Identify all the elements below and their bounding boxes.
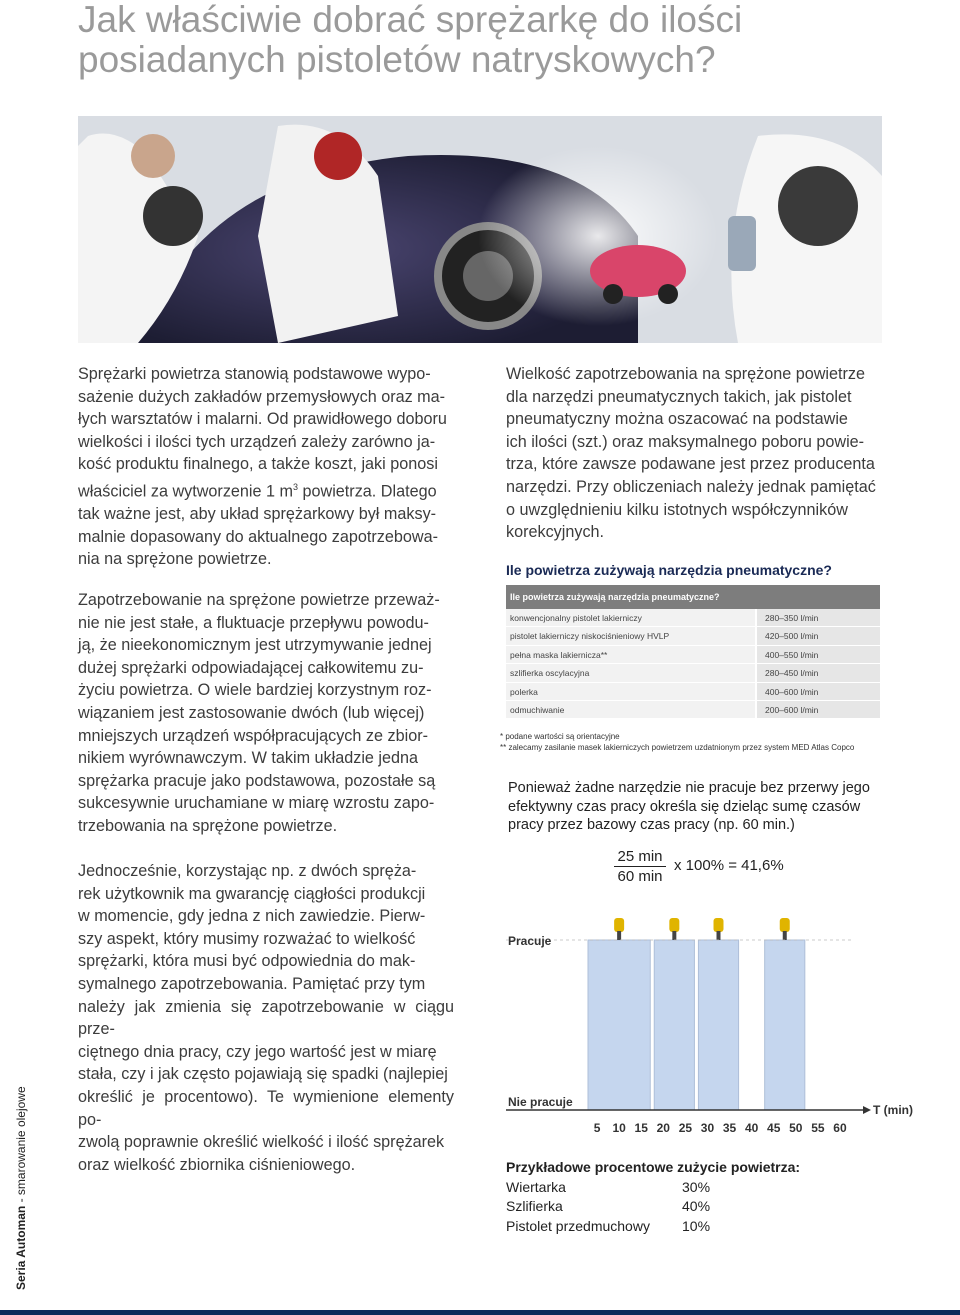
painters-illustration: [78, 116, 882, 343]
text-line: Ponieważ żadne narzędzie nie pracuje bez przerwy jego: [508, 780, 870, 796]
air-flow-cell: 280–450 l/min: [757, 664, 880, 682]
work-period-bar: [698, 940, 738, 1110]
footnote-1: * podane wartości są orientacyjne: [500, 732, 620, 741]
text-line: właściciel za wytworzenie 1 m: [78, 482, 293, 501]
series-desc: - smarowanie olejowe: [14, 1086, 28, 1206]
text-line: w momencie, gdy jedna z nich zawiedzie. Pierw-: [78, 907, 426, 926]
left-paragraph-3: [78, 860, 454, 1176]
x-tick-label: 35: [722, 1121, 737, 1135]
tool-label: Pistolet przedmuchowy: [506, 1217, 650, 1234]
footnote-2: ** zalecamy zasilanie masek lakierniczych powietrzem uzdatnionym przez system MED Atlas Copco: [500, 743, 855, 752]
text-line: życiu powietrza. O wiele bardziej korzystnym roz-: [78, 681, 432, 700]
air-flow-cell: 200–600 l/min: [757, 701, 880, 719]
text-line: kość produktu finalnego, a także koszt, jaki ponosi: [78, 455, 438, 474]
x-tick-label: 40: [744, 1121, 759, 1135]
text-line: Jednocześnie, korzystając np. z dwóch spręża-: [78, 862, 417, 880]
text-line: trzebowania na sprężone powietrze.: [78, 816, 338, 835]
text-line: oraz wielkość zbiornika ciśnieniowego.: [78, 1155, 356, 1174]
text-line: należy jak zmienia się zapotrzebowanie w ciągu prze-: [78, 997, 454, 1039]
text-line: nie nie jest stałe, a fluktuacje przepływu powodu-: [78, 613, 429, 632]
series-name: Seria Automan: [14, 1205, 28, 1290]
header-photo: [78, 116, 882, 343]
text-line: ich ilości (szt.) oraz maksymalnego poboru powie-: [506, 432, 865, 451]
tool-percent: 40%: [682, 1198, 711, 1214]
x-tick-label: 5: [593, 1121, 601, 1135]
text-line: łych warsztatów i malarni. Od prawidłowego doboru: [78, 410, 447, 429]
x-axis-label: T (min): [873, 1103, 913, 1117]
text-line: nia na sprężone powietrze.: [78, 550, 272, 569]
right-paragraph-1: [506, 363, 880, 544]
work-period-bar: [765, 940, 805, 1110]
tool-percent: 10%: [682, 1217, 711, 1234]
series-side-label: [10, 1030, 32, 1290]
text-line: pracy przez bazowy czas pracy (np. 60 min.): [508, 817, 795, 833]
tool-name-cell: pełna maska lakiernicza**: [506, 646, 757, 664]
text-line: sażenie dużych zakładów przemysłowych oraz ma-: [78, 387, 446, 406]
text-line: efektywny czas pracy określa się dzieląc sumę czasów: [508, 798, 861, 815]
air-tool-handle-icon: [717, 931, 721, 940]
percent-row: [506, 1178, 866, 1198]
text-line: malnie dopasowany do aktualnego zapotrzebowa-: [78, 527, 438, 546]
formula: [614, 848, 874, 888]
air-tool-icon: [780, 918, 790, 932]
text-line: o uwzględnieniu kilku istotnych współczynników: [506, 500, 848, 519]
title-line-1: Jak właściwie dobrać sprężarkę do ilości: [78, 0, 743, 40]
formula-result: x 100% = 41,6%: [674, 857, 784, 874]
y-label-working: Pracuje: [508, 934, 552, 948]
text-line: sprężarki, która musi być odpowiednia do mak-: [78, 952, 416, 971]
x-tick-label: 30: [700, 1121, 715, 1135]
text-line: wielkości i ilości tych urządzeń zależy zarówno ja-: [78, 432, 436, 451]
tool-percent: 30%: [682, 1178, 711, 1195]
formula-numerator: 25 min: [614, 848, 666, 867]
air-consumption-table: [506, 585, 880, 719]
air-flow-cell: 420–500 l/min: [757, 627, 880, 645]
air-tool-icon: [714, 918, 724, 932]
x-tick-label: 60: [833, 1121, 847, 1135]
bottom-accent-bar: [0, 1310, 960, 1315]
x-tick-label: 10: [612, 1121, 626, 1135]
text-line: symalnego zapotrzebowania. Pamiętać przy tym: [78, 974, 426, 993]
left-paragraph-1: [78, 363, 454, 571]
tool-label: Szlifierka: [506, 1198, 563, 1214]
text-line: powietrza. Dlatego: [298, 482, 437, 501]
tool-name-cell: polerka: [506, 683, 757, 701]
text-line: szy aspekt, który musimy rozważać to wielkość: [78, 929, 416, 948]
air-tool-handle-icon: [783, 931, 787, 940]
formula-denominator: 60 min: [617, 868, 663, 885]
table-header: Ile powietrza zużywają narzędzia pneumatyczne?: [506, 585, 880, 609]
table-row: [506, 646, 880, 664]
air-tool-handle-icon: [672, 931, 676, 940]
table-row: [506, 664, 880, 682]
text-line: korekcyjnych.: [506, 523, 605, 542]
text-line: tak ważne jest, aby układ sprężarkowy był maksy-: [78, 504, 437, 523]
percent-usage-title: Przykładowe procentowe zużycie powietrza:: [506, 1159, 801, 1175]
section-subheading: Ile powietrza zużywają narzędzia pneumatyczne?: [506, 562, 832, 578]
title-line-2: posiadanych pistoletów natryskowych?: [78, 39, 716, 80]
tool-name-cell: odmuchiwanie: [506, 701, 757, 719]
table-row: [506, 627, 880, 645]
x-tick-label: 45: [767, 1121, 781, 1135]
text-line: pneumatyczny można oszacować na podstawie: [506, 410, 848, 429]
percent-usage-block: [506, 1158, 866, 1236]
superscript: 3: [293, 481, 299, 492]
text-line: Sprężarki powietrza stanowią podstawowe wypo-: [78, 365, 431, 383]
percent-usage-list: [506, 1178, 866, 1237]
x-tick-label: 25: [678, 1121, 693, 1135]
text-line: dużej sprężarki odpowiadającej całkowitemu zu-: [78, 658, 424, 677]
air-tool-handle-icon: [617, 931, 621, 940]
x-tick-label: 55: [811, 1121, 825, 1135]
x-tick-label: 15: [634, 1121, 648, 1135]
tool-label: Wiertarka: [506, 1178, 566, 1195]
text-line: dla narzędzi pneumatycznych takich, jak pistolet: [506, 387, 852, 406]
page-title: [78, 0, 918, 80]
text-line: Zapotrzebowanie na sprężone powietrze przeważ-: [78, 591, 440, 609]
left-paragraph-2: [78, 589, 454, 838]
tool-name-cell: konwencjonalny pistolet lakierniczy: [506, 609, 757, 627]
y-label-not-working: Nie pracuje: [508, 1095, 573, 1109]
text-line: nikiem wyrównawczym. W takim układzie jedna: [78, 749, 419, 768]
text-line: sprężarka pracuje jako podstawowa, pozostałe są: [78, 771, 436, 790]
table-row: [506, 683, 880, 701]
work-time-chart: [506, 905, 916, 1145]
percent-row: [506, 1217, 866, 1237]
text-line: mniejszych urządzeń współpracujących ze zbior-: [78, 726, 428, 745]
work-period-bar: [654, 940, 694, 1110]
text-line: ją, że nieekonomicznym jest utrzymywanie jednej: [78, 636, 432, 655]
air-flow-cell: 400–550 l/min: [757, 646, 880, 664]
x-axis-arrow: [863, 1106, 871, 1114]
x-tick-label: 20: [656, 1121, 670, 1135]
x-tick-label: 50: [789, 1121, 803, 1135]
chart-svg: [506, 905, 916, 1145]
text-line: ciętnego dnia pracy, czy jego wartość jest w miarę: [78, 1042, 437, 1061]
tool-name-cell: szlifierka oscylacyjna: [506, 664, 757, 682]
text-line: sukcesywnie uruchamiane w miarę wzrostu zapo-: [78, 794, 435, 813]
air-tool-icon: [614, 918, 624, 932]
air-flow-cell: 280–350 l/min: [757, 609, 880, 627]
air-tool-icon: [669, 918, 679, 932]
table-row: [506, 701, 880, 719]
percent-row: [506, 1197, 866, 1217]
text-line: trza, które zawsze podawane jest przez producenta: [506, 455, 875, 474]
table-body: [506, 609, 880, 719]
air-flow-cell: 400–600 l/min: [757, 683, 880, 701]
work-period-bar: [588, 940, 650, 1110]
right-paragraph-2: [508, 779, 882, 835]
text-line: wiązaniem jest zastosowanie dwóch (lub więcej): [78, 703, 425, 722]
tool-name-cell: pistolet lakierniczy niskociśnieniowy HVLP: [506, 627, 757, 645]
text-line: zwolą poprawnie określić wielkość i ilość sprężarek: [78, 1133, 445, 1152]
text-line: narzędzi. Przy obliczeniach należy jednak pamiętać: [506, 477, 876, 496]
footnotes: [500, 731, 900, 753]
text-line: określić je procentowo). Te wymienione elementy po-: [78, 1087, 454, 1129]
text-line: stała, czy i jak często pojawiają się spadki (najlepiej: [78, 1065, 448, 1084]
text-line: Wielkość zapotrzebowania na sprężone powietrze: [506, 365, 866, 383]
table-row: [506, 609, 880, 627]
text-line: rek użytkownik ma gwarancję ciągłości produkcji: [78, 884, 426, 903]
